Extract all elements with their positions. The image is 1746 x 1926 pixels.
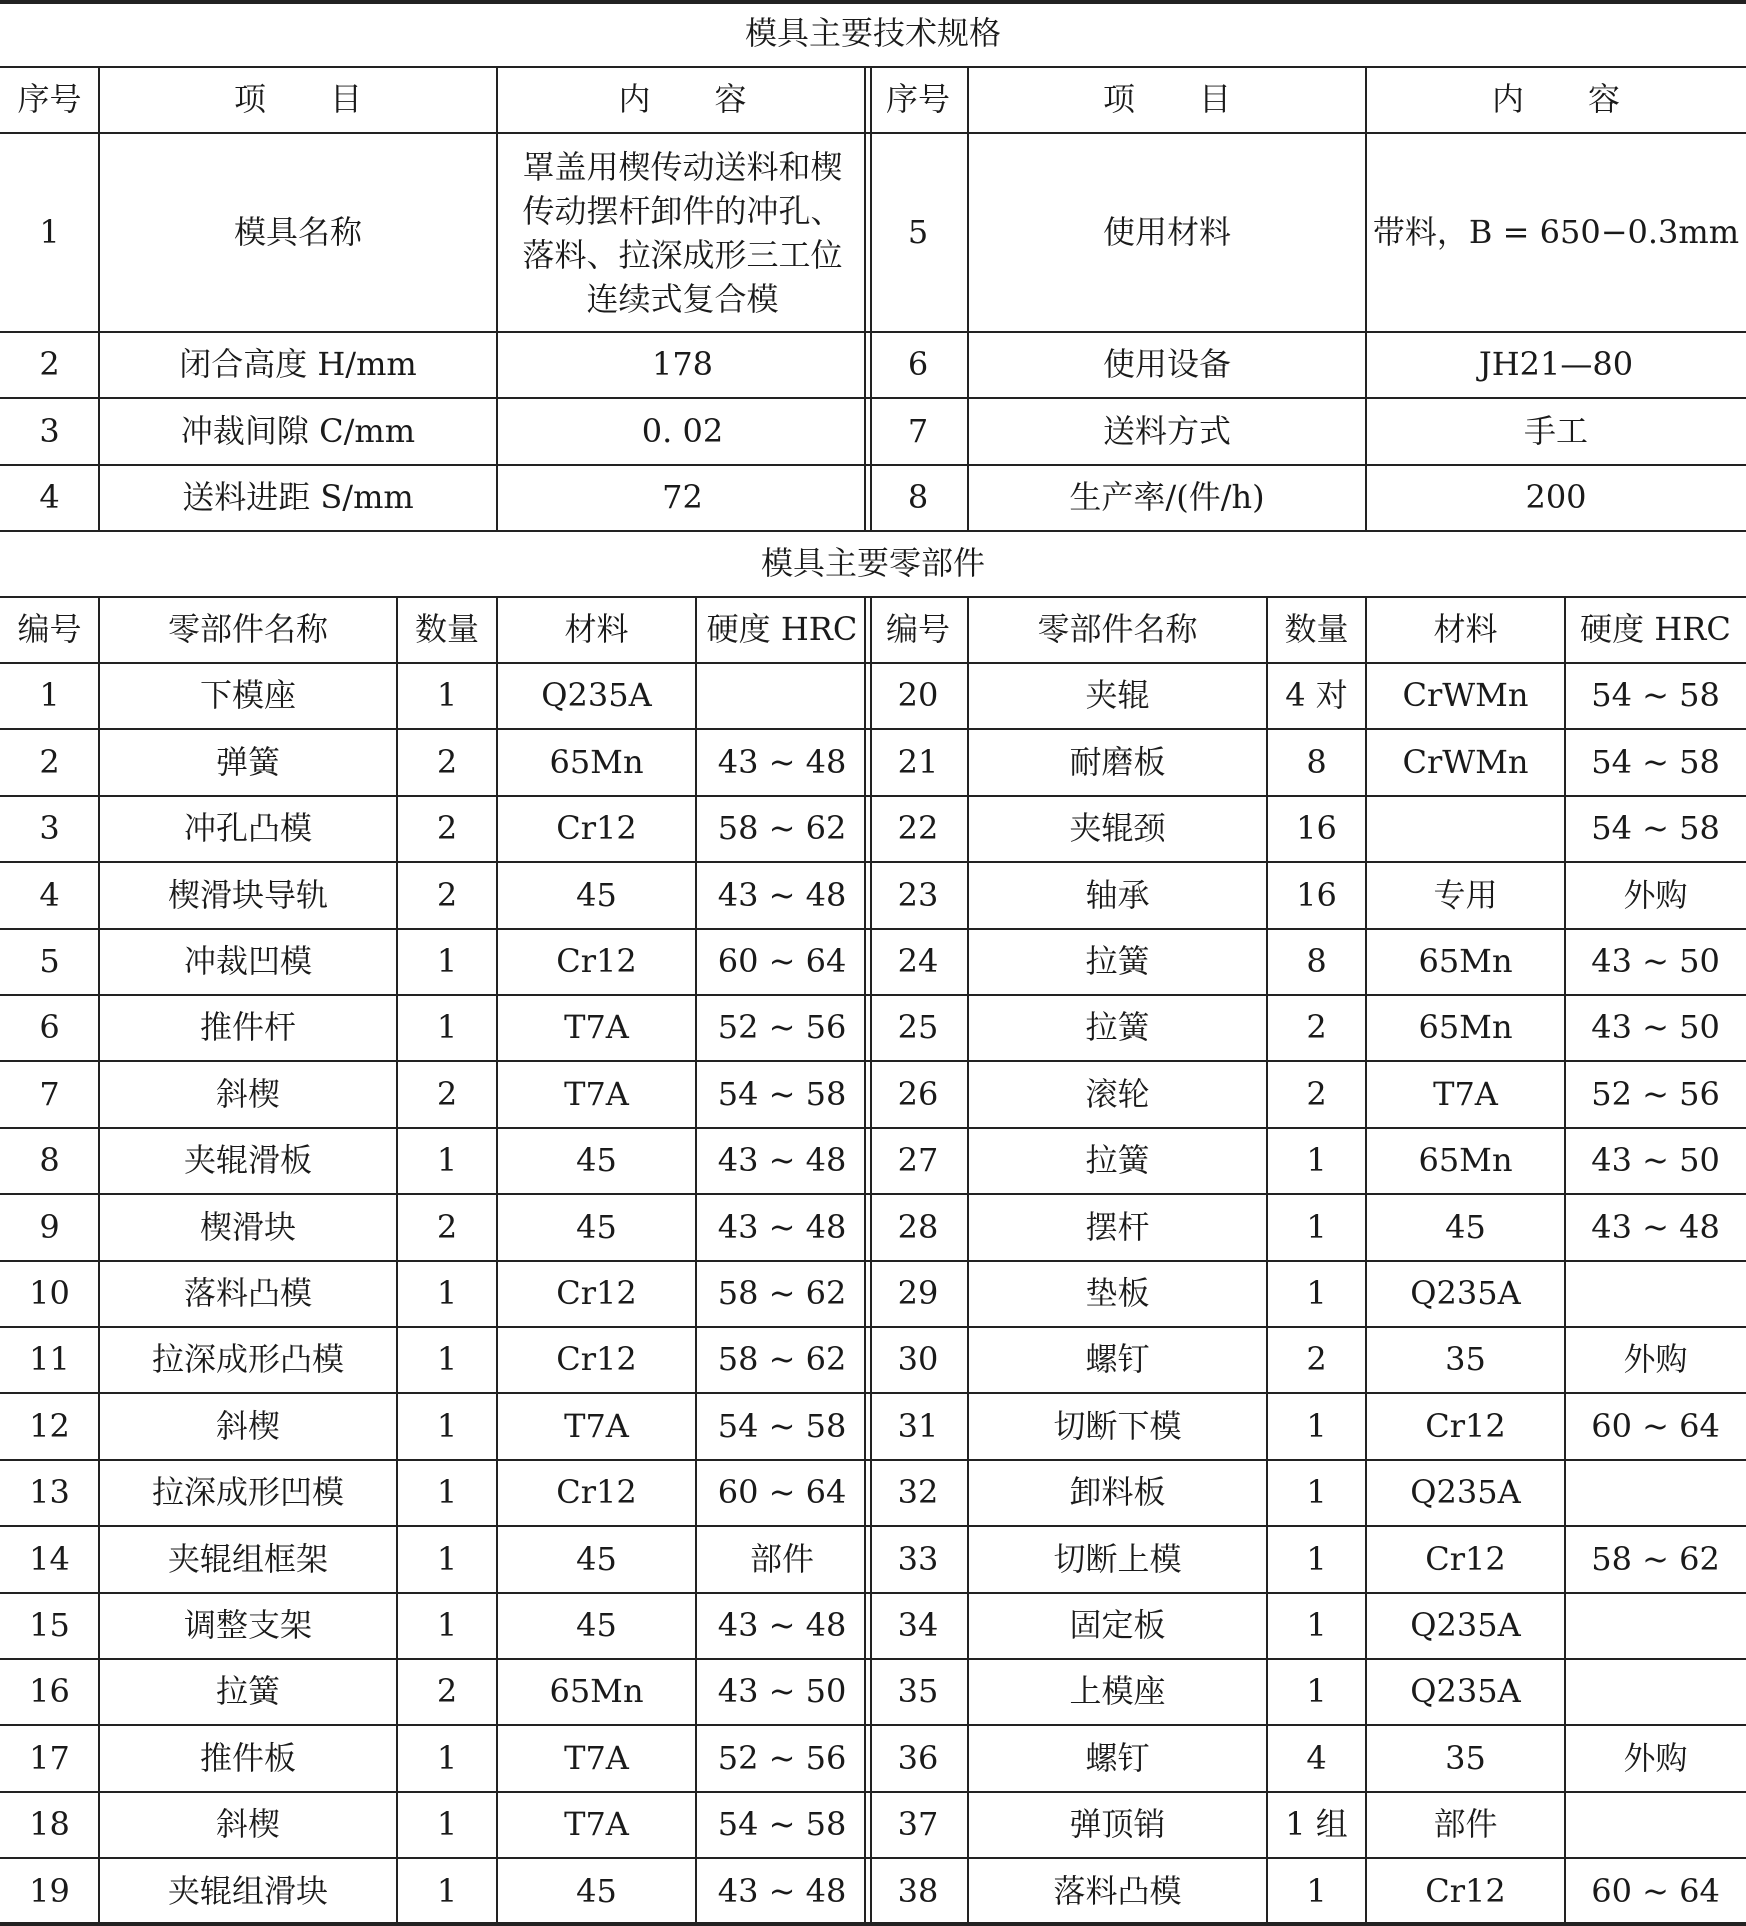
part-quantity: 4	[1306, 1738, 1327, 1777]
part-hardness: 54 ~ 58	[1591, 809, 1720, 848]
part-hardness: 部件	[749, 1539, 814, 1578]
part-hardness: 43 ~ 48	[717, 1207, 847, 1246]
part-hardness: 54 ~ 58	[1591, 742, 1720, 781]
part-material: Cr12	[556, 1340, 637, 1379]
parts-header-qty: 数量	[414, 610, 479, 649]
part-number: 25	[897, 1008, 939, 1047]
parts-header-material: 材料	[1433, 610, 1498, 649]
part-name: 冲裁凹模	[183, 942, 312, 981]
part-number: 4	[39, 875, 60, 914]
part-hardness	[1565, 1460, 1746, 1526]
part-hardness: 60 ~ 64	[1591, 1871, 1720, 1910]
part-number: 36	[897, 1738, 939, 1777]
part-hardness	[1565, 1792, 1746, 1858]
spec-item-content: 200	[1525, 478, 1587, 517]
part-quantity: 8	[1306, 942, 1327, 981]
part-material: T7A	[564, 1738, 629, 1777]
part-name: 弹顶销	[1069, 1805, 1166, 1844]
part-hardness: 52 ~ 56	[717, 1738, 847, 1777]
part-quantity: 1	[1306, 1274, 1327, 1313]
part-quantity: 1	[436, 676, 458, 715]
part-number: 19	[29, 1871, 70, 1910]
part-hardness: 43 ~ 50	[1591, 942, 1720, 981]
column-divider	[864, 67, 866, 531]
column-divider	[967, 67, 969, 531]
material-spec: 带料，B = 65	[1372, 212, 1581, 251]
part-hardness: 58 ~ 62	[717, 1274, 847, 1313]
part-number: 5	[39, 942, 60, 981]
part-hardness: 43 ~ 48	[717, 1871, 847, 1910]
parts-header-name: 零部件名称	[167, 610, 328, 649]
spec-header-no: 序号	[885, 80, 950, 119]
part-number: 11	[29, 1340, 70, 1379]
spec-row-number: 8	[907, 478, 929, 517]
part-quantity: 1	[436, 1141, 458, 1180]
part-hardness: 外购	[1623, 875, 1688, 914]
part-hardness: 54 ~ 58	[717, 1074, 847, 1113]
part-name: 夹辊颈	[1069, 809, 1166, 848]
part-material: 专用	[1433, 875, 1498, 914]
part-material: Cr12	[1425, 1539, 1506, 1578]
parts-header-name: 零部件名称	[1037, 610, 1198, 649]
spec-item-name: 使用材料	[1102, 212, 1231, 251]
column-divider	[496, 67, 498, 531]
part-quantity: 16	[1296, 809, 1337, 848]
part-hardness: 43 ~ 48	[717, 742, 847, 781]
part-quantity: 1	[1306, 1606, 1327, 1645]
part-number: 15	[29, 1606, 70, 1645]
tolerance-upper: 0	[1580, 212, 1601, 251]
part-number: 30	[897, 1340, 939, 1379]
part-quantity: 2	[1306, 1008, 1327, 1047]
tolerance	[1580, 212, 1678, 254]
part-quantity: 1	[436, 1539, 458, 1578]
part-hardness: 43 ~ 48	[717, 875, 847, 914]
part-material: T7A	[564, 1008, 629, 1047]
part-material: Q235A	[1410, 1274, 1521, 1313]
part-material: 65Mn	[549, 742, 644, 781]
column-divider	[396, 597, 398, 1922]
part-quantity: 1	[436, 1606, 458, 1645]
part-number: 22	[897, 809, 939, 848]
part-quantity: 1	[436, 1274, 458, 1313]
part-material: Cr12	[556, 1473, 637, 1512]
spec-row-number: 1	[39, 212, 60, 251]
part-number: 26	[897, 1074, 939, 1113]
part-material: 35	[1445, 1340, 1486, 1379]
column-divider	[1266, 597, 1268, 1922]
part-number: 20	[897, 676, 939, 715]
spec-header-content: 内 容	[1491, 80, 1620, 119]
part-quantity: 1	[436, 1406, 458, 1445]
spec-item-name: 送料进距 S/mm	[182, 478, 414, 517]
spec-item-name: 模具名称	[233, 212, 362, 251]
part-name: 固定板	[1069, 1606, 1166, 1645]
parts-header-no: 编号	[885, 610, 950, 649]
part-material: 45	[576, 1606, 617, 1645]
part-number: 37	[897, 1805, 939, 1844]
part-material: Q235A	[541, 676, 652, 715]
part-material: Cr12	[1425, 1871, 1506, 1910]
part-material: Cr12	[556, 1274, 637, 1313]
part-name: 楔滑块	[199, 1207, 296, 1246]
part-hardness: 58 ~ 62	[717, 809, 847, 848]
part-number: 23	[897, 875, 939, 914]
spec-row-number: 7	[907, 411, 929, 450]
part-name: 螺钉	[1085, 1738, 1150, 1777]
part-material: Cr12	[556, 809, 637, 848]
part-hardness: 58 ~ 62	[717, 1340, 847, 1379]
part-material: 65Mn	[1418, 1008, 1513, 1047]
part-name: 上模座	[1069, 1672, 1166, 1711]
part-number: 31	[897, 1406, 939, 1445]
part-number: 35	[897, 1672, 939, 1711]
part-number: 9	[39, 1207, 60, 1246]
spec-item-content: 手工	[1523, 411, 1588, 450]
part-number: 34	[897, 1606, 939, 1645]
spec-item-content: 罩盖用楔传动送料和楔传动摆杆卸件的冲孔、落料、拉深成形三工位连续式复合模	[522, 147, 843, 318]
part-number: 7	[39, 1074, 60, 1113]
part-hardness	[1565, 1593, 1746, 1659]
spec-item-content: 72	[662, 478, 703, 517]
part-name: 落料凸模	[183, 1274, 312, 1313]
part-quantity: 2	[436, 742, 458, 781]
spec-row-number: 3	[39, 411, 60, 450]
spec-item-content: 178	[651, 345, 714, 384]
column-divider	[496, 597, 498, 1922]
part-quantity: 1	[436, 1340, 458, 1379]
part-quantity: 1	[1306, 1672, 1327, 1711]
part-quantity: 1	[436, 1008, 458, 1047]
part-name: 垫板	[1085, 1274, 1150, 1313]
part-material: 65Mn	[1418, 1141, 1513, 1180]
part-number: 17	[29, 1738, 70, 1777]
part-material: 45	[576, 1141, 617, 1180]
spec-row-number: 6	[907, 345, 929, 384]
part-material: 35	[1445, 1738, 1486, 1777]
part-hardness	[1565, 1659, 1746, 1725]
part-material: Cr12	[556, 942, 637, 981]
column-divider	[967, 597, 969, 1922]
part-name: 切断上模	[1053, 1539, 1182, 1578]
part-name: 斜楔	[215, 1805, 280, 1844]
part-name: 下模座	[199, 676, 296, 715]
part-name: 拉深成形凸模	[151, 1340, 344, 1379]
part-quantity: 2	[1306, 1074, 1327, 1113]
part-number: 24	[897, 942, 939, 981]
spec-row-number: 4	[39, 478, 60, 517]
spec-item-name: 送料方式	[1102, 411, 1231, 450]
spec-header-item: 项 目	[233, 80, 362, 119]
part-number: 10	[29, 1274, 70, 1313]
spec-item-name: 冲裁间隙 C/mm	[180, 411, 416, 450]
part-name: 夹辊滑板	[183, 1141, 312, 1180]
part-quantity: 2	[1306, 1340, 1327, 1379]
part-name: 弹簧	[215, 742, 280, 781]
part-number: 27	[897, 1141, 939, 1180]
column-divider	[870, 67, 872, 531]
spec-row-number: 5	[907, 212, 929, 251]
part-hardness: 外购	[1623, 1340, 1688, 1379]
spec-row-number: 2	[39, 345, 60, 384]
part-name: 夹辊组框架	[167, 1539, 328, 1578]
part-quantity: 2	[436, 1074, 458, 1113]
parts-header-qty: 数量	[1284, 610, 1349, 649]
column-divider	[1365, 597, 1367, 1922]
column-divider	[98, 597, 100, 1922]
part-name: 拉深成形凹模	[151, 1473, 344, 1512]
part-quantity: 1	[436, 1473, 458, 1512]
unit: mm	[1678, 212, 1740, 251]
part-name: 夹辊组滑块	[167, 1871, 328, 1910]
part-quantity: 1	[1306, 1871, 1327, 1910]
spec-header-no: 序号	[17, 80, 82, 119]
part-material: 45	[576, 1539, 617, 1578]
part-material: Cr12	[1425, 1406, 1506, 1445]
part-hardness	[696, 663, 868, 729]
part-quantity: 2	[436, 1207, 458, 1246]
part-quantity: 2	[436, 875, 458, 914]
parts-header-hardness: 硬度 HRC	[706, 610, 858, 649]
part-quantity: 2	[436, 1672, 458, 1711]
part-material: 65Mn	[549, 1672, 644, 1711]
part-quantity: 8	[1306, 742, 1327, 781]
part-number: 2	[39, 742, 60, 781]
part-quantity: 1	[1306, 1539, 1327, 1578]
spec-item-content: JH21—80	[1478, 345, 1634, 384]
part-material: Q235A	[1410, 1672, 1521, 1711]
part-number: 29	[897, 1274, 939, 1313]
part-name: 落料凸模	[1053, 1871, 1182, 1910]
parts-table-title: 模具主要零部件	[760, 544, 985, 583]
part-hardness: 52 ~ 56	[1591, 1074, 1720, 1113]
parts-header-material: 材料	[564, 610, 629, 649]
part-material: T7A	[564, 1074, 629, 1113]
column-divider	[864, 597, 866, 1922]
part-number: 32	[897, 1473, 939, 1512]
part-name: 夹辊	[1085, 676, 1150, 715]
part-quantity: 1	[436, 1738, 458, 1777]
part-quantity: 2	[436, 809, 458, 848]
part-name: 楔滑块导轨	[167, 875, 328, 914]
part-name: 轴承	[1085, 875, 1150, 914]
part-quantity: 1	[1306, 1406, 1327, 1445]
spec-item-content: 0. 02	[641, 411, 724, 450]
spec-header-item: 项 目	[1102, 80, 1231, 119]
part-hardness: 43 ~ 50	[1591, 1141, 1720, 1180]
spec-material-content	[1366, 133, 1746, 332]
part-hardness: 52 ~ 56	[717, 1008, 847, 1047]
parts-header-no: 编号	[17, 610, 82, 649]
part-material: T7A	[564, 1805, 629, 1844]
part-name: 调整支架	[183, 1606, 312, 1645]
part-number: 16	[29, 1672, 70, 1711]
part-name: 推件板	[199, 1738, 296, 1777]
part-material: 45	[576, 875, 617, 914]
part-hardness: 60 ~ 64	[1591, 1406, 1720, 1445]
part-number: 1	[39, 676, 60, 715]
part-material: T7A	[1433, 1074, 1498, 1113]
part-material: CrWMn	[1402, 676, 1529, 715]
spec-item-name: 闭合高度 H/mm	[179, 345, 417, 384]
part-number: 18	[29, 1805, 70, 1844]
part-hardness: 60 ~ 64	[717, 942, 847, 981]
part-material	[1366, 796, 1565, 862]
tolerance-lower: −0.3	[1600, 212, 1679, 251]
column-divider	[1564, 597, 1566, 1922]
part-material: CrWMn	[1402, 742, 1529, 781]
part-name: 拉簧	[1085, 942, 1150, 981]
part-name: 耐磨板	[1069, 742, 1166, 781]
part-quantity: 1	[436, 1805, 458, 1844]
part-material: Q235A	[1410, 1473, 1521, 1512]
part-material: Q235A	[1410, 1606, 1521, 1645]
spec-item-name: 使用设备	[1102, 345, 1231, 384]
column-divider	[1365, 67, 1367, 531]
part-hardness: 43 ~ 48	[717, 1141, 847, 1180]
part-quantity: 1	[1306, 1473, 1327, 1512]
part-hardness: 60 ~ 64	[717, 1473, 847, 1512]
part-number: 8	[39, 1141, 60, 1180]
part-name: 螺钉	[1085, 1340, 1150, 1379]
spec-table-title: 模具主要技术规格	[744, 13, 1001, 52]
part-quantity: 1	[436, 942, 458, 981]
part-hardness: 外购	[1623, 1738, 1688, 1777]
part-number: 38	[897, 1871, 939, 1910]
part-hardness	[1565, 1261, 1746, 1327]
part-name: 切断下模	[1053, 1406, 1182, 1445]
part-name: 斜楔	[215, 1074, 280, 1113]
part-quantity: 1	[436, 1871, 458, 1910]
part-name: 拉簧	[215, 1672, 280, 1711]
part-name: 滚轮	[1085, 1074, 1150, 1113]
part-hardness: 54 ~ 58	[717, 1406, 847, 1445]
part-number: 28	[897, 1207, 939, 1246]
part-name: 冲孔凸模	[183, 809, 312, 848]
part-hardness: 43 ~ 50	[717, 1672, 847, 1711]
part-number: 14	[29, 1539, 70, 1578]
column-divider	[98, 67, 100, 531]
part-number: 12	[29, 1406, 70, 1445]
part-hardness: 43 ~ 50	[1591, 1008, 1720, 1047]
part-hardness: 54 ~ 58	[1591, 676, 1720, 715]
part-material: 45	[576, 1871, 617, 1910]
part-number: 6	[39, 1008, 60, 1047]
part-quantity: 1	[1306, 1207, 1327, 1246]
spec-header-content: 内 容	[618, 80, 747, 119]
part-hardness: 54 ~ 58	[717, 1805, 847, 1844]
part-number: 21	[897, 742, 939, 781]
part-name: 斜楔	[215, 1406, 280, 1445]
part-hardness: 43 ~ 48	[1591, 1207, 1720, 1246]
part-quantity: 16	[1296, 875, 1337, 914]
part-material: T7A	[564, 1406, 629, 1445]
row-divider	[0, 1922, 1746, 1926]
part-number: 3	[39, 809, 60, 848]
part-name: 卸料板	[1069, 1473, 1166, 1512]
part-name: 推件杆	[199, 1008, 296, 1047]
part-number: 33	[897, 1539, 939, 1578]
part-name: 摆杆	[1085, 1207, 1150, 1246]
part-material: 45	[1445, 1207, 1486, 1246]
part-hardness: 58 ~ 62	[1591, 1539, 1720, 1578]
part-hardness: 43 ~ 48	[717, 1606, 847, 1645]
part-quantity: 4 对	[1285, 676, 1348, 715]
part-name: 拉簧	[1085, 1141, 1150, 1180]
part-name: 拉簧	[1085, 1008, 1150, 1047]
part-material: 65Mn	[1418, 942, 1513, 981]
column-divider	[870, 597, 872, 1922]
column-divider	[695, 597, 697, 1922]
part-material: 部件	[1433, 1805, 1498, 1844]
part-quantity: 1 组	[1285, 1805, 1348, 1844]
part-material: 45	[576, 1207, 617, 1246]
part-quantity: 1	[1306, 1141, 1327, 1180]
part-number: 13	[29, 1473, 70, 1512]
parts-header-hardness: 硬度 HRC	[1580, 610, 1731, 649]
spec-item-name: 生产率/(件/h)	[1069, 478, 1265, 517]
